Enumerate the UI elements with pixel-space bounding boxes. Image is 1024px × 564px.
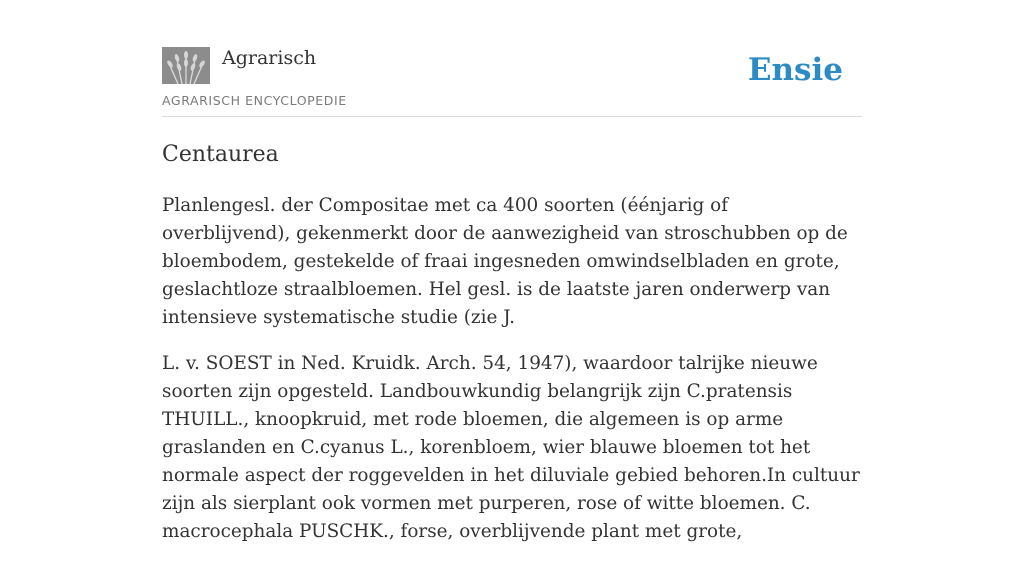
site-subtitle: AGRARISCH ENCYCLOPEDIE [162, 93, 347, 108]
article-body [162, 192, 862, 564]
site-header [162, 46, 862, 117]
article-paragraph: L. v. SOEST in Ned. Kruidk. Arch. 54, 1947), waardoor talrijke nieuwe soorten zijn opgesteld. Landbouwkundig belangrijk zijn C.pratensis THUILL., knoopkruid, met rode bloemen, die algemeen is op arme graslanden en C.cyanus L., korenbloem, wier blauwe bloemen tot het normale aspect der roggevelden in het diluviale gebied behoren.In cultuur zijn als sierplant ook vormen met purperen, rose of witte bloemen. C. macrocephala PUSCHK., forse, overblijvende plant met grote, [162, 353, 860, 542]
wheat-icon[interactable] [162, 47, 210, 84]
article-paragraph: Planlengesl. der Compositae met ca 400 soorten (éénjarig of overblijvend), gekenmerkt door de aanwezigheid van stroschubben op de bloembodem, gestekelde of fraai ingesneden omwindselbladen en grote, geslachtloze straalbloemen. Hel gesl. is de laatste jaren onderwerp van intensieve systematische studie (zie J. [162, 195, 848, 328]
article-title: Centaurea [162, 142, 279, 167]
site-name[interactable]: Agrarisch [222, 47, 317, 69]
ensie-logo-link[interactable]: Ensie [747, 52, 843, 88]
